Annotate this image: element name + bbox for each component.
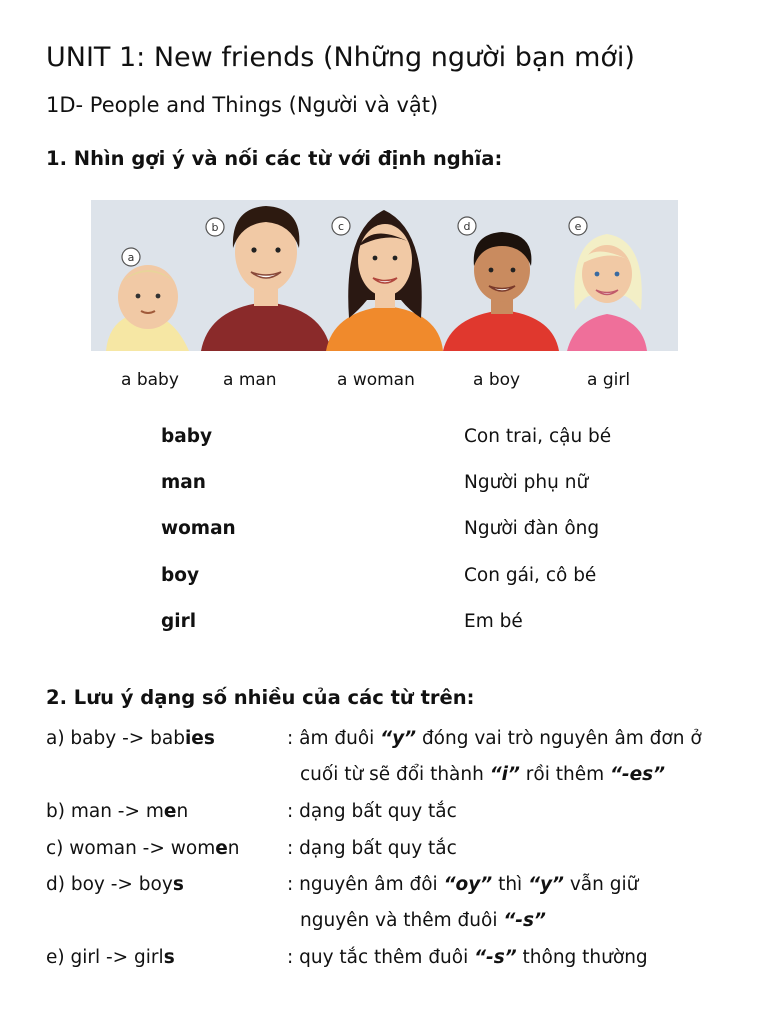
section-1-heading: 1. Nhìn gợi ý và nối các từ với định nghĩa: bbox=[46, 147, 503, 170]
match-definition: Con trai, cậu bé bbox=[464, 426, 612, 447]
marker-e bbox=[569, 217, 587, 235]
plural-example-woman: c) woman -> women bbox=[46, 838, 240, 859]
page-title: UNIT 1: New friends (Những người bạn mới) bbox=[46, 42, 635, 73]
marker-d bbox=[458, 217, 476, 235]
plural-rule-boy: : nguyên âm đôi “oy” thì “y” vẫn giữ bbox=[287, 874, 639, 895]
match-definition: Em bé bbox=[464, 611, 523, 632]
svg-text:e: e bbox=[574, 220, 582, 233]
marker-b bbox=[206, 218, 224, 236]
page-subtitle: 1D- People and Things (Người và vật) bbox=[46, 93, 439, 117]
people-illustration bbox=[91, 200, 678, 351]
match-row bbox=[0, 518, 768, 546]
svg-text:a: a bbox=[127, 251, 135, 264]
caption-baby: a baby bbox=[121, 370, 179, 390]
plural-example-girl: e) girl -> girls bbox=[46, 947, 175, 968]
svg-text:c: c bbox=[337, 220, 345, 233]
plural-example-boy: d) boy -> boys bbox=[46, 874, 184, 895]
svg-text:b: b bbox=[211, 221, 219, 234]
plural-rule-girl: : quy tắc thêm đuôi “-s” thông thường bbox=[287, 947, 648, 968]
match-definition: Người đàn ông bbox=[464, 518, 600, 539]
boy-figure bbox=[443, 232, 559, 351]
caption-man: a man bbox=[223, 370, 277, 390]
baby-figure bbox=[106, 265, 189, 351]
match-row bbox=[0, 565, 768, 593]
plural-rule-baby: : âm đuôi “y” đóng vai trò nguyên âm đơn ở bbox=[287, 728, 702, 749]
match-word: baby bbox=[161, 426, 213, 447]
people-illustration-svg bbox=[91, 200, 678, 351]
match-definition: Người phụ nữ bbox=[464, 472, 589, 493]
caption-boy: a boy bbox=[473, 370, 521, 390]
plural-rule-woman: : dạng bất quy tắc bbox=[287, 838, 457, 859]
match-row bbox=[0, 611, 768, 639]
caption-woman: a woman bbox=[337, 370, 415, 390]
marker-c bbox=[332, 217, 350, 235]
marker-a bbox=[122, 248, 140, 266]
girl-figure bbox=[567, 234, 647, 351]
plural-rule-boy-cont: nguyên và thêm đuôi “-s” bbox=[300, 910, 546, 931]
match-word: girl bbox=[161, 611, 197, 632]
plural-rule-man: : dạng bất quy tắc bbox=[287, 801, 457, 822]
match-word: boy bbox=[161, 565, 200, 586]
match-word: man bbox=[161, 472, 206, 493]
section-2-heading: 2. Lưu ý dạng số nhiều của các từ trên: bbox=[46, 686, 475, 709]
match-row bbox=[0, 426, 768, 454]
svg-text:d: d bbox=[463, 220, 471, 233]
match-row bbox=[0, 472, 768, 500]
plural-example-man: b) man -> men bbox=[46, 801, 189, 822]
match-definition: Con gái, cô bé bbox=[464, 565, 597, 586]
caption-girl: a girl bbox=[587, 370, 631, 390]
plural-example-baby: a) baby -> babies bbox=[46, 728, 215, 749]
plural-rule-baby-cont: cuối từ sẽ đổi thành “i” rồi thêm “-es” bbox=[300, 764, 666, 785]
match-word: woman bbox=[161, 518, 236, 539]
